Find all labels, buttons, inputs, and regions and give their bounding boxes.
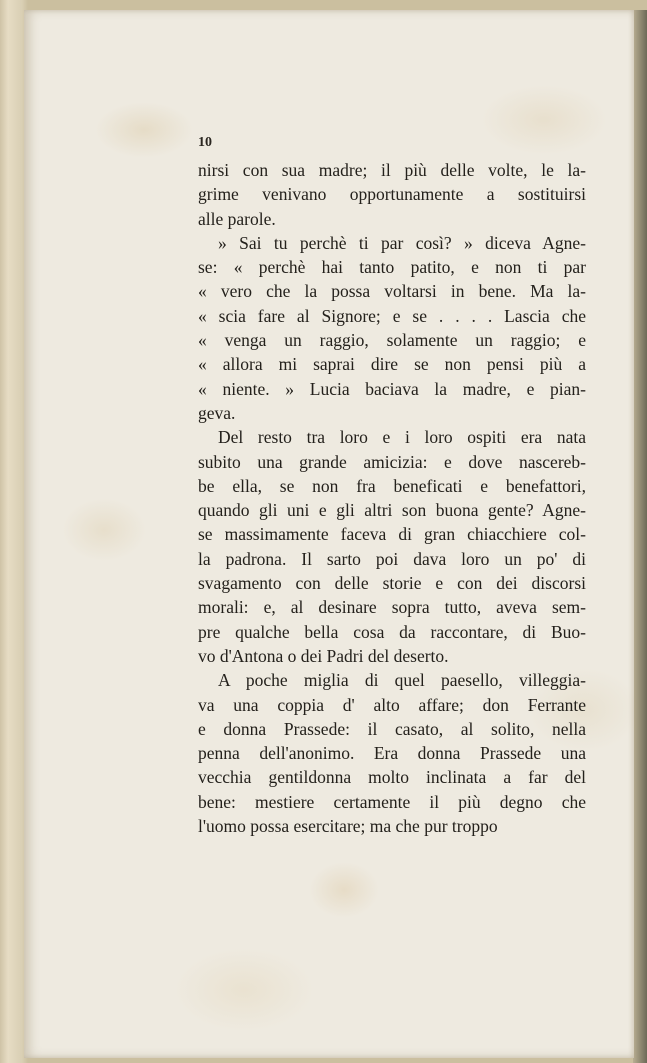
page-number: 10	[198, 135, 212, 150]
text-line: » Sai tu perchè ti par così? » diceva Agne-	[218, 232, 586, 253]
text-line: alle parole.	[198, 208, 276, 229]
book-gutter	[633, 10, 647, 1063]
text-line: « scia fare al Signore; e se . . . . Lascia che	[198, 305, 586, 326]
text-line: se: « perchè hai tanto patito, e non ti par	[198, 257, 586, 278]
text-line: « venga un raggio, solamente un raggio; e	[198, 330, 586, 351]
text-line: penna dell'anonimo. Era donna Prassede una	[198, 743, 586, 764]
text-line: svagamento con delle storie e con dei discorsi	[198, 573, 586, 594]
text-line: va una coppia d' alto affare; don Ferrante	[198, 694, 586, 715]
text-line: la padrona. Il sarto poi dava loro un po' di	[198, 548, 586, 569]
text-line: l'uomo possa esercitare; ma che pur troppo	[198, 816, 498, 837]
text-line: A poche miglia di quel paesello, villeggia-	[218, 670, 586, 691]
text-line: be ella, se non fra beneficati e benefattori,	[198, 475, 586, 496]
text-line: « vero che la possa voltarsi in bene. Ma la-	[198, 281, 586, 302]
text-line: vecchia gentildonna molto inclinata a far del	[198, 767, 586, 788]
text-line: nirsi con sua madre; il più delle volte, le la-	[198, 160, 586, 180]
text-line: se massimamente faceva di gran chiacchiere col-	[198, 524, 586, 545]
text-line: quando gli uni e gli altri son buona gente? Agne-	[198, 500, 586, 521]
text-line: « niente. » Lucia baciava la madre, e pian-	[198, 378, 586, 399]
text-line: subito una grande amicizia: e dove nascereb-	[198, 451, 586, 472]
text-line: grime venivano opportunamente a sostituirsi	[198, 184, 586, 205]
body-text	[198, 158, 586, 838]
text-line: « allora mi saprai dire se non pensi più a	[198, 354, 586, 375]
text-line: vo d'Antona o dei Padri del deserto.	[198, 645, 449, 666]
text-line: pre qualche bella cosa da raccontare, di Buo-	[198, 621, 586, 642]
text-line: geva.	[198, 402, 236, 423]
text-line: e donna Prassede: il casato, al solito, nella	[198, 718, 586, 739]
text-line: morali: e, al desinare sopra tutto, aveva sem-	[198, 597, 586, 618]
text-line: Del resto tra loro e i loro ospiti era nata	[218, 427, 586, 448]
text-line: bene: mestiere certamente il più degno che	[198, 791, 586, 812]
